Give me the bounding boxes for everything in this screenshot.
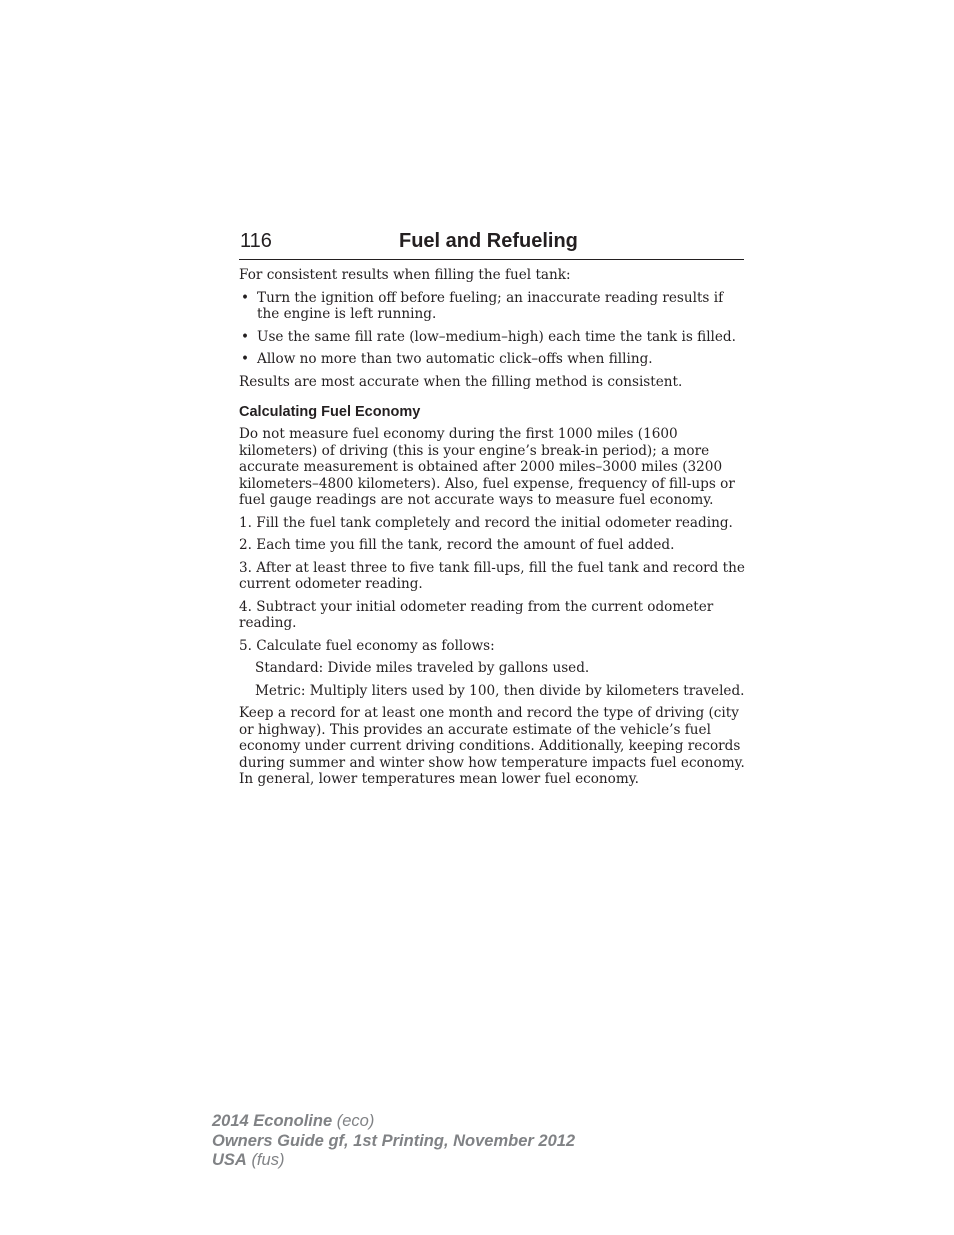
metric-formula: Metric: Multiply liters used by 100, then divide by kilometers traveled. <box>255 682 745 699</box>
list-item: • Allow no more than two automatic click–offs when filling. <box>239 351 746 368</box>
standard-formula: Standard: Divide miles traveled by gallons used. <box>255 660 590 676</box>
step-item: 5. Calculate fuel economy as follows: <box>239 637 495 654</box>
step-item: 1. Fill the fuel tank completely and record the initial odometer reading. <box>239 514 733 531</box>
results-note: Results are most accurate when the filling method is consistent. <box>239 373 683 390</box>
page-number: 116 <box>240 230 272 252</box>
footer-edition: Owners Guide gf, 1st Printing, November 2012 <box>212 1131 576 1150</box>
page-footer <box>212 1112 575 1171</box>
page-title: Fuel and Refueling <box>399 230 578 252</box>
section-heading: Calculating Fuel Economy <box>239 404 421 420</box>
step-item: 2. Each time you fill the tank, record the amount of fuel added. <box>239 537 675 553</box>
intro-paragraph: For consistent results when filling the fuel tank: <box>239 267 571 283</box>
section-paragraph: Do not measure fuel economy during the first 1000 miles (1600 kilometers) of driving (this is your engine’s break-in period); a more accurate measurement is obtained after 2000 miles–3000 miles (3200 kilometers–4800 kilometers). Also, fuel expense, frequency of fill-ups or fuel gauge readings are not accurate ways to measure fuel economy. <box>239 426 735 508</box>
footer-line-region <box>212 1151 575 1171</box>
step-item: 3. After at least three to five tank fill-ups, fill the fuel tank and record the current odometer reading. <box>239 559 745 592</box>
footer-region: USA <box>212 1151 247 1169</box>
list-item: • Turn the ignition off before fueling; an inaccurate reading results if the engine is left running. <box>239 290 746 323</box>
list-item: • Use the same fill rate (low–medium–high) each time the tank is filled. <box>239 329 746 346</box>
footer-model: 2014 Econoline <box>212 1112 333 1130</box>
step-item: 4. Subtract your initial odometer reading from the current odometer reading. <box>239 598 714 631</box>
footer-region-code: (fus) <box>251 1151 285 1169</box>
fueling-tips-list <box>239 290 746 368</box>
page-content <box>239 267 746 794</box>
footer-line-model <box>212 1112 575 1132</box>
footer-model-code: (eco) <box>336 1112 375 1130</box>
closing-paragraph: Keep a record for at least one month and record the type of driving (city or highway). This provides an accurate estimate of the vehicle’s fuel economy under current driving conditions. Additionally, keeping records during summer and winter show how temperature impacts fuel economy. In general, lower temperatures mean lower fuel economy. <box>239 705 745 787</box>
page-header <box>239 229 744 260</box>
